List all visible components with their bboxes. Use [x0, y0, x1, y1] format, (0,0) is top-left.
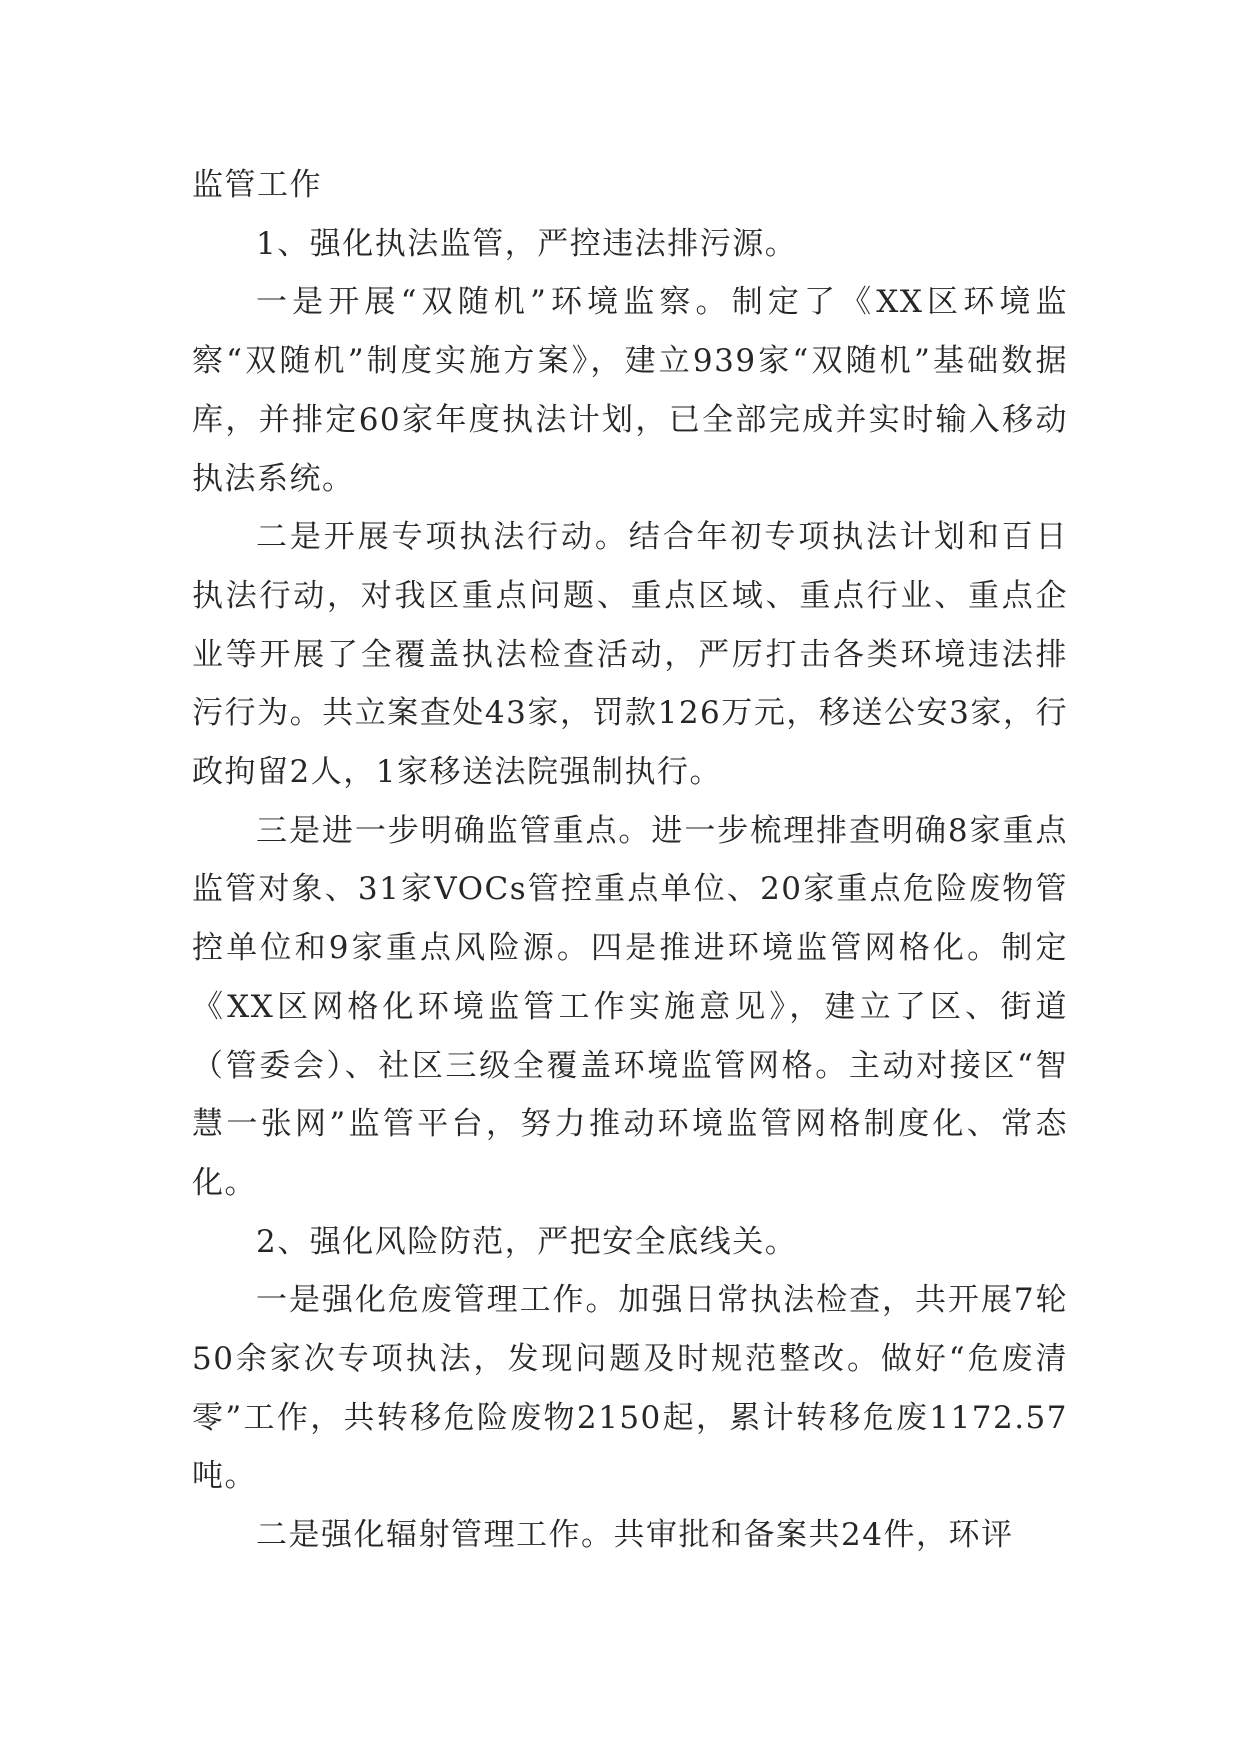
paragraph-double-random-inspection: 一是开展“双随机”环境监察。制定了《XX区环境监察“双随机”制度实施方案》，建立939家“双随机”基础数据库，并排定60家年度执法计划，已全部完成并实时输入移动执法系统。: [192, 284, 1068, 497]
document-body: [192, 156, 1068, 1565]
paragraph-supervision-focus: 三是进一步明确监管重点。进一步梳理排查明确8家重点监管对象、31家VOCs管控重点单位、20家重点危险废物管控单位和9家重点风险源。四是推进环境监管网格化。制定《XX区网格化环境监管工作实施意见》，建立了区、街道（管委会）、社区三级全覆盖环境监管网格。主动对接区“智慧一张网”监管平台，努力推动环境监管网格制度化、常态化。: [192, 812, 1068, 1201]
paragraph-section-1-title: 1、强化执法监管，严控违法排污源。: [256, 225, 798, 262]
paragraph-special-enforcement: 二是开展专项执法行动。结合年初专项执法计划和百日执法行动，对我区重点问题、重点区域、重点行业、重点企业等开展了全覆盖执法检查活动，严厉打击各类环境违法排污行为。共立案查处43家，罚款126万元，移送公安3家，行政拘留2人，1家移送法院强制执行。: [192, 519, 1068, 791]
paragraph-hazardous-waste: 一是强化危废管理工作。加强日常执法检查，共开展7轮50余家次专项执法，发现问题及时规范整改。做好“危废清零”工作，共转移危险废物2150起，累计转移危废1172.57吨。: [192, 1282, 1068, 1495]
paragraph-heading-continuation: 监管工作: [192, 167, 322, 203]
paragraph-section-2-title: 2、强化风险防范，严把安全底线关。: [256, 1223, 798, 1260]
paragraph-radiation-management: 二是强化辐射管理工作。共审批和备案共24件，环评: [256, 1517, 1014, 1554]
